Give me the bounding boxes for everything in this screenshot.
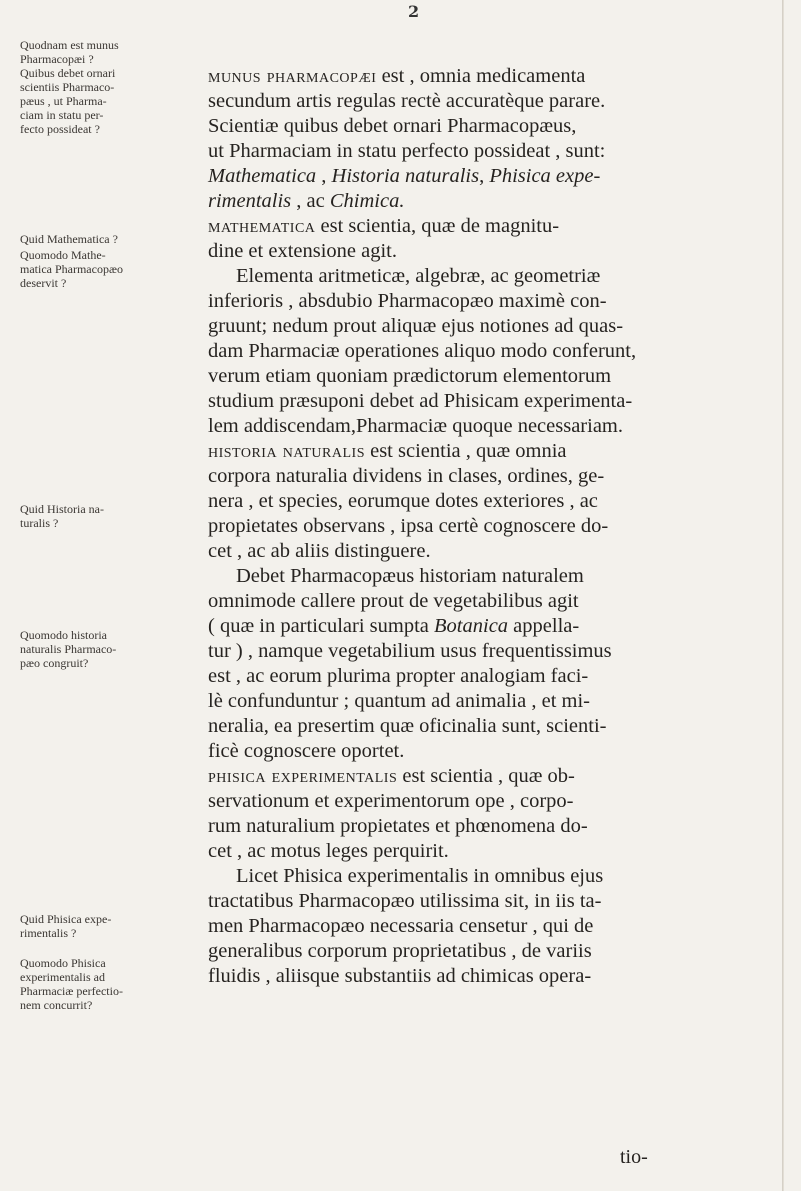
text-line: lè confunduntur ; quantum ad animalia , et mi- [208, 690, 590, 712]
section-heading: mathematica [208, 215, 316, 237]
text-line: Scientiæ quibus debet ornari Pharmacopæus, [208, 115, 577, 137]
text-line: verum etiam quoniam prædictorum elementorum [208, 365, 612, 387]
page-gutter-edge [782, 0, 784, 1191]
margin-note: Quibus debet ornari scientiis Pharmaco- pæus , ut Pharma- ciam in statu per- fecto possideat ? [20, 66, 116, 136]
text-line: propietates observans , ipsa certè cognoscere do- [208, 515, 609, 537]
text-line: omnimode callere prout de vegetabilibus agit [208, 590, 579, 612]
text-line: corpora naturalia dividens in clases, ordines, ge- [208, 465, 605, 487]
section-heading: historia naturalis [208, 440, 365, 462]
text-line: phisica experimentalis est scientia , quæ ob- [208, 765, 575, 787]
text-line: Licet Phisica experimentalis in omnibus ejus [236, 865, 604, 887]
text-line: mathematica est scientia, quæ de magnitu- [208, 215, 560, 237]
main-text [208, 64, 768, 989]
text-line: secundum artis regulas rectè accuratèque parare. [208, 90, 606, 112]
text-line: Mathematica , Historia naturalis, Phisica expe- [208, 165, 601, 187]
section-heading: phisica experimentalis [208, 765, 398, 787]
text-line: servationum et experimentorum ope , corpo- [208, 790, 574, 812]
text-line: dine et extensione agit. [208, 240, 397, 262]
text-line: inferioris , absdubio Pharmacopæo maximè con- [208, 290, 607, 312]
margin-note: Quid Mathematica ? [20, 232, 118, 246]
text-line: men Pharmacopæo necessaria censetur , qui de [208, 915, 594, 937]
margin-note: Quid Phisica expe- rimentalis ? [20, 912, 112, 940]
text-line: lem addiscendam,Pharmaciæ quoque necessariam. [208, 415, 623, 437]
catchword: tio- [620, 1146, 648, 1168]
margin-note: Quomodo Phisica experimentalis ad Pharmaciæ perfectio- nem concurrit? [20, 956, 123, 1012]
text-line: ficè cognoscere oportet. [208, 740, 405, 762]
text-line: munus pharmacopæi est , omnia medicamenta [208, 65, 586, 87]
margin-note: Quodnam est munus Pharmacopæi ? [20, 38, 119, 66]
text-line: est , ac eorum plurima propter analogiam faci- [208, 665, 589, 687]
text-line: Elementa aritmeticæ, algebræ, ac geometriæ [236, 265, 601, 287]
text-line: generalibus corporum proprietatibus , de variis [208, 940, 592, 962]
text-line: tractatibus Pharmacopæo utilissima sit, in iis ta- [208, 890, 602, 912]
text-line: neralia, ea presertim quæ oficinalia sunt, scienti- [208, 715, 607, 737]
text-line: cet , ac motus leges perquirit. [208, 840, 449, 862]
text-line: ut Pharmaciam in statu perfecto possideat , sunt: [208, 140, 606, 162]
text-line: rimentalis , ac Chimica. [208, 190, 405, 212]
section-heading: munus pharmacopæi [208, 65, 377, 87]
text-line: studium præsuponi debet ad Phisicam experimenta- [208, 390, 633, 412]
text-line: historia naturalis est scientia , quæ omnia [208, 440, 567, 462]
margin-note: Quomodo Mathe- matica Pharmacopæo deservit ? [20, 248, 123, 290]
text-line: gruunt; nedum prout aliquæ ejus notiones ad quas- [208, 315, 624, 337]
text-line: fluidis , aliisque substantiis ad chimicas opera- [208, 965, 592, 987]
text-line: cet , ac ab aliis distinguere. [208, 540, 431, 562]
text-line: rum naturalium propietates et phœnomena do- [208, 815, 588, 837]
text-line: tur ) , namque vegetabilium usus frequentissimus [208, 640, 612, 662]
text-line: nera , et species, eorumque dotes exteriores , ac [208, 490, 598, 512]
margin-note: Quid Historia na- turalis ? [20, 502, 104, 530]
text-line: ( quæ in particulari sumpta Botanica appella- [208, 615, 580, 637]
text-line: Debet Pharmacopæus historiam naturalem [236, 565, 584, 587]
margin-note: Quomodo historia naturalis Pharmaco- pæo congruit? [20, 628, 117, 670]
page-number: 2 [408, 2, 420, 21]
text-line: dam Pharmaciæ operationes aliquo modo conferunt, [208, 340, 637, 362]
